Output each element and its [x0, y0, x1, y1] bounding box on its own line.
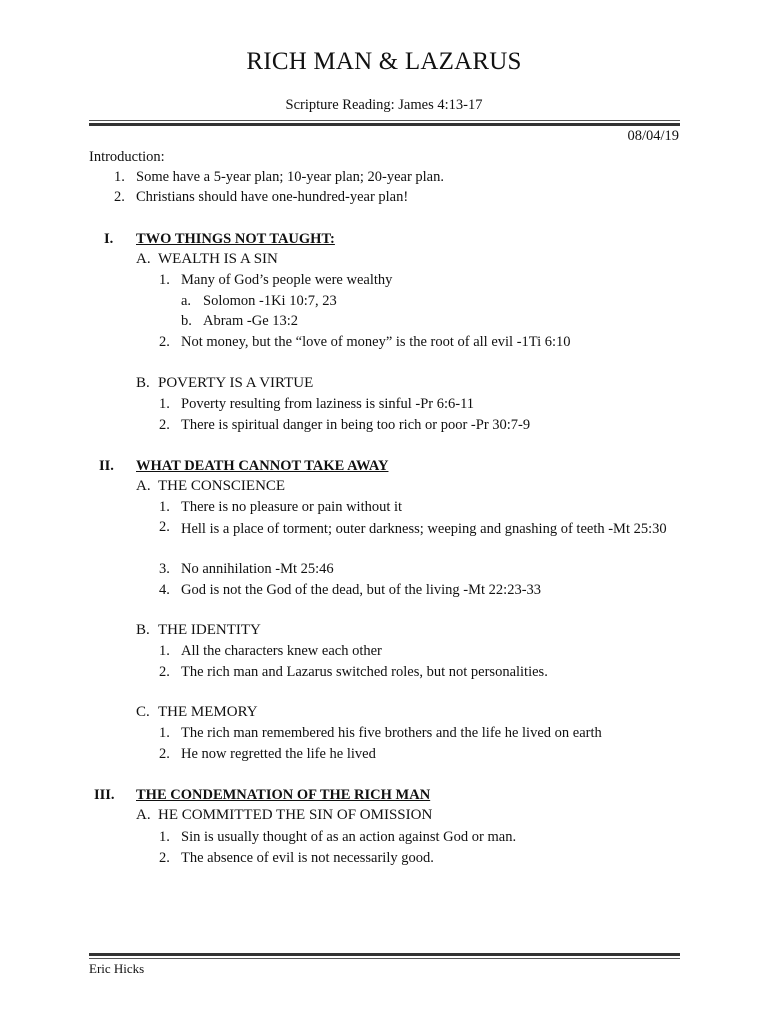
item-number: 1.: [159, 499, 170, 515]
scripture-reading: Scripture Reading: James 4:13-17: [285, 97, 483, 113]
item-number: 2.: [159, 746, 170, 762]
subsection-letter: B.: [136, 622, 150, 638]
subsection-letter: A.: [136, 478, 151, 494]
item-text: Not money, but the “love of money” is the root of all evil -1Ti 6:10: [181, 334, 571, 350]
document-date: 08/04/19: [627, 128, 679, 144]
item-text: There is spiritual danger in being too rich or poor -Pr 30:7-9: [181, 417, 531, 433]
subitem-letter: b.: [181, 313, 192, 329]
subsection-title: THE CONSCIENCE: [158, 478, 286, 494]
item-text: There is no pleasure or pain without it: [181, 499, 403, 515]
intro-item-number: 1.: [114, 169, 125, 185]
subsection-title: WEALTH IS A SIN: [158, 251, 278, 267]
item-number: 4.: [159, 582, 170, 598]
item-text: Hell is a place of torment; outer darkness; weeping and gnashing of teeth -Mt 25:30: [181, 521, 667, 537]
footer-rule-thick: [89, 953, 680, 956]
subsection-title: THE IDENTITY: [158, 622, 261, 638]
header-rule-thick: [89, 123, 680, 126]
item-text: He now regretted the life he lived: [181, 746, 376, 762]
subsection-title: HE COMMITTED THE SIN OF OMISSION: [158, 807, 433, 823]
footer-author: Eric Hicks: [89, 961, 145, 976]
item-text: All the characters knew each other: [181, 643, 382, 659]
item-text: No annihilation -Mt 25:46: [181, 561, 334, 577]
footer-rule-thin: [89, 958, 680, 959]
item-number: 2.: [159, 664, 170, 680]
subsection-letter: A.: [136, 251, 151, 267]
item-text: The rich man and Lazarus switched roles, but not personalities.: [181, 664, 548, 680]
item-text: God is not the God of the dead, but of the living -Mt 22:23-33: [181, 582, 542, 598]
item-text: Many of God’s people were wealthy: [181, 272, 393, 288]
subitem-text: Solomon -1Ki 10:7, 23: [203, 293, 337, 309]
item-number: 1.: [159, 725, 170, 741]
item-text: The rich man remembered his five brothers and the life he lived on earth: [181, 725, 602, 741]
document-title: RICH MAN & LAZARUS: [246, 48, 522, 75]
header-rule-thin: [89, 120, 680, 121]
subsection-letter: B.: [136, 375, 150, 391]
item-number: 2.: [159, 417, 170, 433]
section-heading: THE CONDEMNATION OF THE RICH MAN: [136, 787, 431, 803]
subsection-title: POVERTY IS A VIRTUE: [158, 375, 314, 391]
section-heading: TWO THINGS NOT TAUGHT:: [136, 231, 335, 247]
item-number: 3.: [159, 561, 170, 577]
item-number: 2.: [159, 334, 170, 350]
item-number: 1.: [159, 643, 170, 659]
subitem-text: Abram -Ge 13:2: [203, 313, 299, 329]
section-heading: WHAT DEATH CANNOT TAKE AWAY: [136, 458, 389, 474]
subitem-letter: a.: [181, 293, 192, 309]
item-number: 1.: [159, 829, 170, 845]
item-number: 1.: [159, 272, 170, 288]
item-number: 2.: [159, 519, 170, 535]
subsection-letter: A.: [136, 807, 151, 823]
item-text: The absence of evil is not necessarily good.: [181, 850, 434, 866]
intro-label: Introduction:: [89, 149, 165, 165]
item-number: 2.: [159, 850, 170, 866]
intro-item-number: 2.: [114, 189, 125, 205]
section-numeral: III.: [94, 787, 115, 803]
intro-item-text: Christians should have one-hundred-year plan!: [136, 189, 409, 205]
item-text: Sin is usually thought of as an action against God or man.: [181, 829, 517, 845]
intro-item-text: Some have a 5-year plan; 10-year plan; 20-year plan.: [136, 169, 444, 185]
section-numeral: II.: [99, 458, 114, 474]
item-text: Poverty resulting from laziness is sinful -Pr 6:6-11: [181, 396, 475, 412]
subsection-title: THE MEMORY: [158, 704, 258, 720]
item-number: 1.: [159, 396, 170, 412]
subsection-letter: C.: [136, 704, 150, 720]
section-numeral: I.: [104, 231, 114, 247]
